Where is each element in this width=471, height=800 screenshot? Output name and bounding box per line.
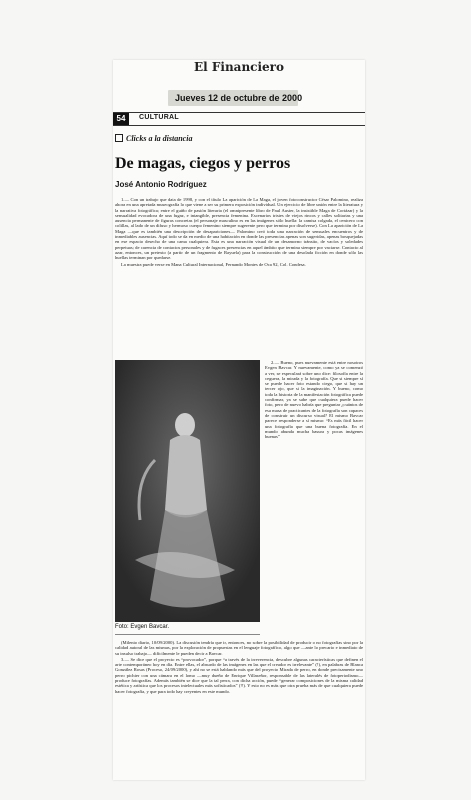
paragraph: 1.— Con un trabajo que data de 1998, y con el título La aparición de La Maga, el joven fotoconstructor César Palomino, realiza ahora en una apretada museografía lo que viene a ser su primera exposición individual. Un ejercicio de libre unión entre la literatura y la narrativa fotográfica; entre el guiño de pasión literaria (el omnipresente libro de Paul Auster, la insistible Maga de Cortázar) y la sensualidad evocadora de una fugaz, e intangible, presencia femenina. Escenarios tristes de viejos rincos y calles solitarias y una ausencia permanente de figuras concretas (el personaje masculino es en las imágenes sólo huella: la camisa colgada, el cenicero con colillas, al lado de un difuso y hermoso cuerpo femenino siempre sugerente pero que termina por disolverse). Con La aparición de La Maga —que es también una descripción de desapariciones— Palomino creó toda una narración de sensuales encuentros y de inmediables ausencias. Aquí todo se da en medio de una habitación en donde las presencias apenas son sugeridas, apenas bosquejadas en ese espacio desecho de una cama cualquiera. Esta es una narración visual de un desamorno tránsito, de vacíos y soledades perpetuas; de carencia de contactos personales y de fugaces presencias en aquel ámbito que termina siempre por vaciarse. Contacto al azar, entonces, un pretexto (a partir de un fragmento de Rayuela) para la construcción de una desolada ficción en donde sólo las huellas terminan por quedarse. [115,197,363,261]
newspaper-clipping [113,60,365,780]
article-body-top [115,197,363,359]
section-bar [113,112,365,126]
byline: José Antonio Rodríguez [115,180,207,189]
article-body-bottom [115,640,363,780]
masthead: El Financiero [193,60,284,74]
paragraph: 2.— Bueno, pues nuevamente está entre nosotros Evgen Bavcar. Y nuevamente, como ya se comenzó a ver, se especulará sobre uno dice: filosofía entre la ceguera, la mirada y la fotografía. Que si siempre sí se puede hacer foto estando ciego, que si hay un tercer ojo, que si la imaginación. Y bueno, como toda la historia de la manifestación fotográfica puede confirmar, ya se sabe que cualquiera puede hacer foto, pero de nuevo habría que preguntar ¿cuántos de esa masa de practicantes de la fotografía son capaces de construir un discurso visual? El mismo Bavcar parece responderse a sí mismo: “Es más fácil hacer una fotografía que una buena fotografía. En el mundo abunda mucha basura y pocas imágenes buenas” [265,360,363,440]
publication-date: Jueves 12 de octubre de 2000 [175,93,303,103]
paragraph: (Milenio diario, 10/09/2000). La discusión tendría que ir, entonces, no sobre la posibilidad de producir o no fotografías sino por la calidad autoral de las mismas, por la exploración de propuestas en el lenguaje fotográfico, algo que —ante lo precario e inmediato de su insulso trabajo— difícilmente le pueden decir a Bavcar. [115,640,363,656]
section-name: CULTURAL [139,114,179,121]
headline: De magas, ciegos y perros [115,155,291,172]
article-body-side [265,360,363,638]
checkbox-icon [115,134,123,142]
column-kicker [115,134,192,143]
paragraph: La muestra puede verse en Mana Cultural Internacional, Fernando Montes de Oca 92, Col. Condesa. [121,261,306,267]
article-photo [115,360,260,622]
kicker-text: Clicks a la distancia [126,134,193,143]
photo-figure-illustration [115,360,260,622]
page-number: 54 [113,113,129,125]
photo-caption: Foto: Evgen Bavcar. [115,624,260,635]
paragraph: 3.— Se dice que el proyecto es “provocador”, porque “a través de la irreverencia, descubre algunas características que definen el arte contemporáneo hoy en día. Entre ellas, el absurdo de las imágenes en las que el creador es irrelevante” (!), en palabras de Blanca González Rosas (Proceso, 24/09/2000), y ahí no se está hablando más que del proyecto Mirada de perro, en donde precisamente uno perro pichier con una cámara en el lomo —muy dueño de Enrique Villaseñor, responsable de las lateralés de fotoperiodismo— produce fotografías. Además también se dice que la tal perra, con dicha acción, puede “generar composiciones de la misma calidad estética y artística que los procesos intelectuales más sofisticados” (!!). Y esto no es más que otra prueba más de que cualquiera puede hacer fotografía, y que para todo hay creyentes en este mundo. [115,656,363,694]
